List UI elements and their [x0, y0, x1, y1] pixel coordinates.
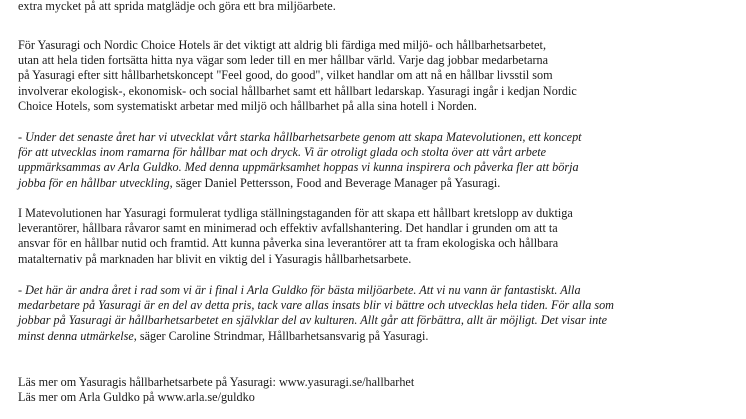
attribution: , säger Daniel Pettersson, Food and Beverage Manager på Yasuragi.: [169, 175, 501, 190]
paragraph-matevolutionen: [18, 206, 738, 267]
quote-ending: jobba för en hållbar utveckling: [18, 175, 170, 190]
text-line: leverantörer, hållbara råvaror samt en minimerad och effektiv avfallshantering. Det handlar i grunden om att ta: [18, 221, 558, 236]
text-line: matalternativ på marknaden har blivit en viktig del i Yasuragis hållbarhetsarbete.: [18, 251, 412, 266]
quote-caroline-strindmar: [18, 283, 738, 344]
read-more-links: [18, 375, 738, 405]
quote-attribution-line: [18, 176, 738, 191]
text-line: För Yasuragi och Nordic Choice Hotels är det viktigt att aldrig bli färdiga med miljö- och hållbarhetsarbetet,: [18, 38, 546, 52]
text-line: involverar ekologisk-, ekonomisk- och social hållbarhet samt ett hållbart ledarskap. Yasuragi ingår i kedjan Nordic: [18, 83, 577, 98]
text-line: på Yasuragi efter sitt hållbarhetskoncept "Feel good, do good", vilket handlar om att nå en hållbar livsstil som: [18, 68, 553, 83]
quote-line: - Det här är andra året i rad som vi är i final i Arla Guldko för bästa miljöarbete. Att vi nu vann är fantastiskt. Alla: [18, 283, 581, 297]
quote-daniel-pettersson: [18, 130, 738, 191]
attribution: , säger Caroline Strindmar, Hållbarhetsansvarig på Yasuragi.: [133, 328, 429, 343]
quote-line: medarbetare på Yasuragi är en del av detta pris, tack vare allas insats blir vi bättre och utvecklas hela tiden. För alla som: [18, 298, 614, 313]
text-line: I Matevolutionen har Yasuragi formulerat tydliga ställningstaganden för att skapa ett hållbart kretslopp av duktiga: [18, 206, 573, 220]
quote-line: uppmärksammas av Arla Guldko. Med denna uppmärksamhet hoppas vi kunna inspirera och påverka fler att börja: [18, 160, 579, 175]
quote-line: jobbar på Yasuragi är hållbarhetsarbetet en självklar del av kulturen. Allt går att förbättra, allt är möjligt. Det visar inte: [18, 313, 608, 328]
read-more-arla: Läs mer om Arla Guldko på www.arla.se/guldko: [18, 390, 255, 405]
paragraph-sustainability: [18, 38, 738, 114]
quote-ending: minst denna utmärkelse: [18, 328, 134, 343]
read-more-yasuragi: Läs mer om Yasuragis hållbarhetsarbete på Yasuragi: www.yasuragi.se/hallbarhet: [18, 375, 415, 389]
text-line: utan att hela tiden fortsätta hitta nya vägar som leder till en mer hållbar värld. Varje dag jobbar medarbetarna: [18, 53, 549, 68]
quote-line: för att utvecklas inom ramarna för hållbar mat och dryck. Vi är otroligt glada och stolta över att vårt arbete: [18, 145, 547, 160]
intro-fragment: [18, 0, 738, 14]
text-line: Choice Hotels, som systematiskt arbetar med miljö och hållbarhet på alla sina hotell i Norden.: [18, 98, 477, 113]
quote-line: - Under det senaste året har vi utvecklat vårt starka hållbarhetsarbete genom att skapa Matevolutionen, ett koncept: [18, 130, 582, 144]
quote-attribution-line: [18, 329, 738, 344]
text-line: ansvar för en hållbar nutid och framtid. Att kunna påverka sina leverantörer att ta fram ekologiska och hållbara: [18, 236, 559, 251]
text-line: extra mycket på att sprida matglädje och göra ett bra miljöarbete.: [18, 0, 336, 13]
